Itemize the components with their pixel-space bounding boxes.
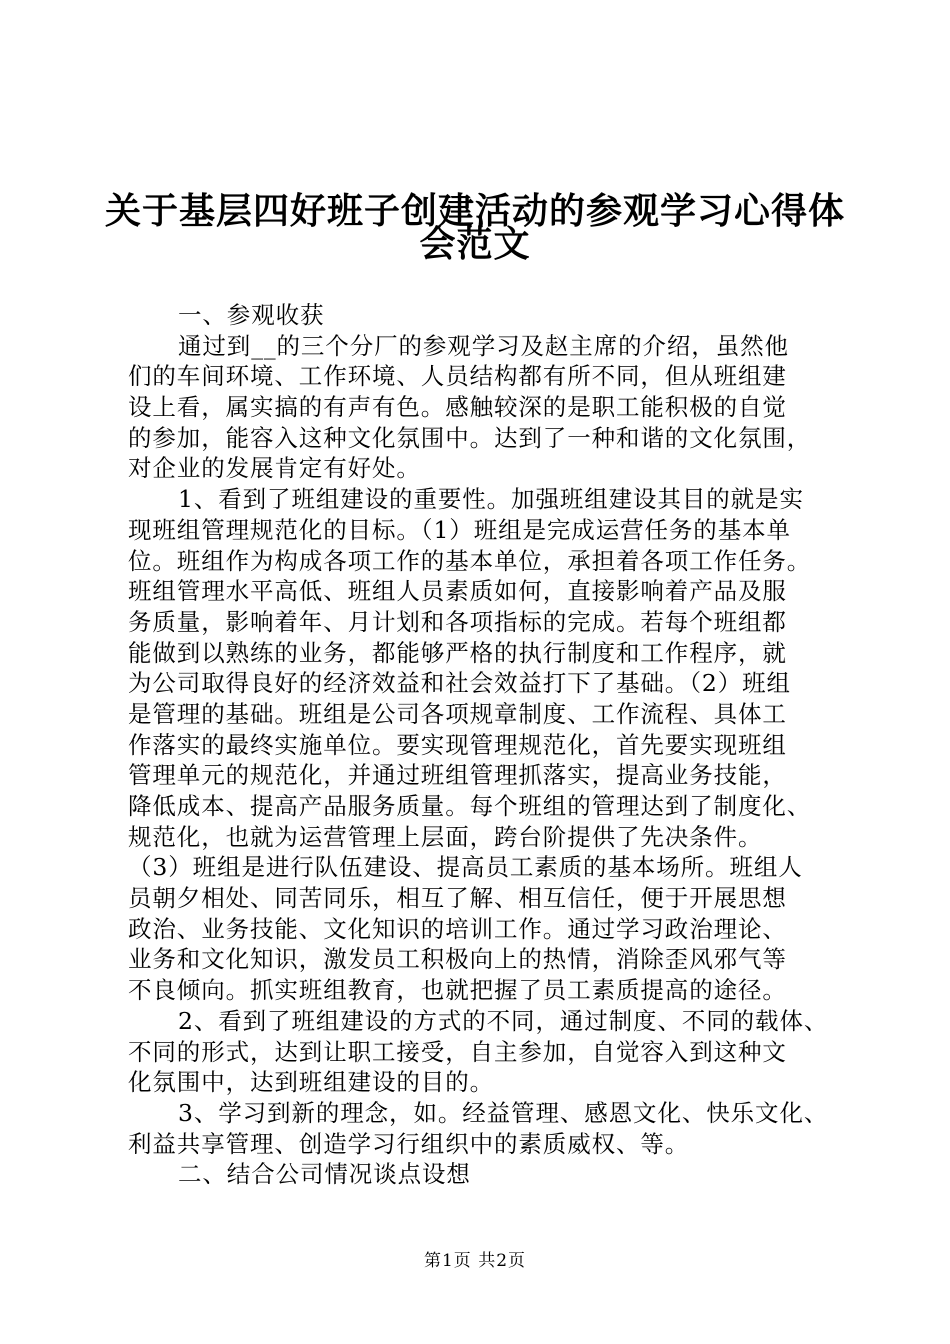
- body-line: 不同的形式，达到让职工接受，自主参加，自觉容入到这种文: [128, 1037, 787, 1066]
- document-title-line-2: 会范文: [419, 223, 531, 265]
- body-line: （3）班组是进行队伍建设、提高员工素质的基本场所。班组人: [128, 853, 803, 882]
- body-line: 是管理的基础。班组是公司各项规章制度、工作流程、具体工: [128, 699, 787, 728]
- document-body: [128, 300, 828, 1190]
- body-line: 政治、业务技能、文化知识的培训工作。通过学习政治理论、: [128, 914, 787, 943]
- body-line: 位。班组作为构成各项工作的基本单位，承担着各项工作任务。: [128, 546, 812, 575]
- body-line: 务质量，影响着年、月计划和各项指标的完成。若每个班组都: [128, 607, 787, 636]
- body-line: 员朝夕相处、同苦同乐，相互了解、相互信任，便于开展思想: [128, 884, 787, 913]
- body-line: 降低成本、提高产品服务质量。每个班组的管理达到了制度化、: [128, 792, 812, 820]
- body-line: 通过到__的三个分厂的参观学习及赵主席的介绍，虽然他: [178, 331, 789, 360]
- body-line: 作落实的最终实施单位。要实现管理规范化，首先要实现班组: [128, 730, 787, 759]
- body-line: 二、结合公司情况谈点设想: [178, 1160, 471, 1189]
- body-line: 设上看，属实搞的有声有色。感触较深的是职工能积极的自觉: [128, 393, 787, 422]
- body-line: 1、看到了班组建设的重要性。加强班组建设其目的就是实: [178, 485, 804, 514]
- body-line: 管理单元的规范化，并通过班组管理抓落实，提高业务技能，: [128, 761, 787, 790]
- body-line: 3、学习到新的理念，如。经益管理、感恩文化、快乐文化、: [178, 1098, 829, 1127]
- body-line: 业务和文化知识，激发员工积极向上的热情，消除歪风邪气等: [128, 945, 787, 974]
- body-line: 能做到以熟练的业务，都能够严格的执行制度和工作程序，就: [128, 638, 787, 667]
- body-line: 为公司取得良好的经济效益和社会效益打下了基础。（2）班组: [128, 669, 791, 698]
- body-line: 规范化，也就为运营管理上层面，跨台阶提供了先决条件。: [128, 822, 763, 851]
- body-line: 化氛围中，达到班组建设的目的。: [128, 1068, 494, 1097]
- document-title-line-1: 关于基层四好班子创建活动的参观学习心得体: [104, 190, 845, 232]
- body-line: 现班组管理规范化的目标。（1）班组是完成运营任务的基本单: [128, 515, 791, 544]
- page-footer: 第1页 共2页: [423, 1251, 527, 1271]
- body-line: 班组管理水平高低、班组人员素质如何，直接影响着产品及服: [128, 577, 787, 606]
- body-line: 们的车间环境、工作环境、人员结构都有所不同，但从班组建: [128, 362, 787, 391]
- body-line: 一、参观收获: [178, 301, 325, 329]
- body-line: 的参加，能容入这种文化氛围中。达到了一种和谐的文化氛围，: [128, 423, 812, 452]
- body-line: 2、看到了班组建设的方式的不同，通过制度、不同的载体、: [178, 1006, 829, 1035]
- body-line: 对企业的发展肯定有好处。: [128, 454, 421, 483]
- body-line: 利益共享管理、创造学习行组织中的素质威权、等。: [128, 1129, 690, 1158]
- body-line: 不良倾向。抓实班组教育，也就把握了员工素质提高的途径。: [128, 976, 787, 1005]
